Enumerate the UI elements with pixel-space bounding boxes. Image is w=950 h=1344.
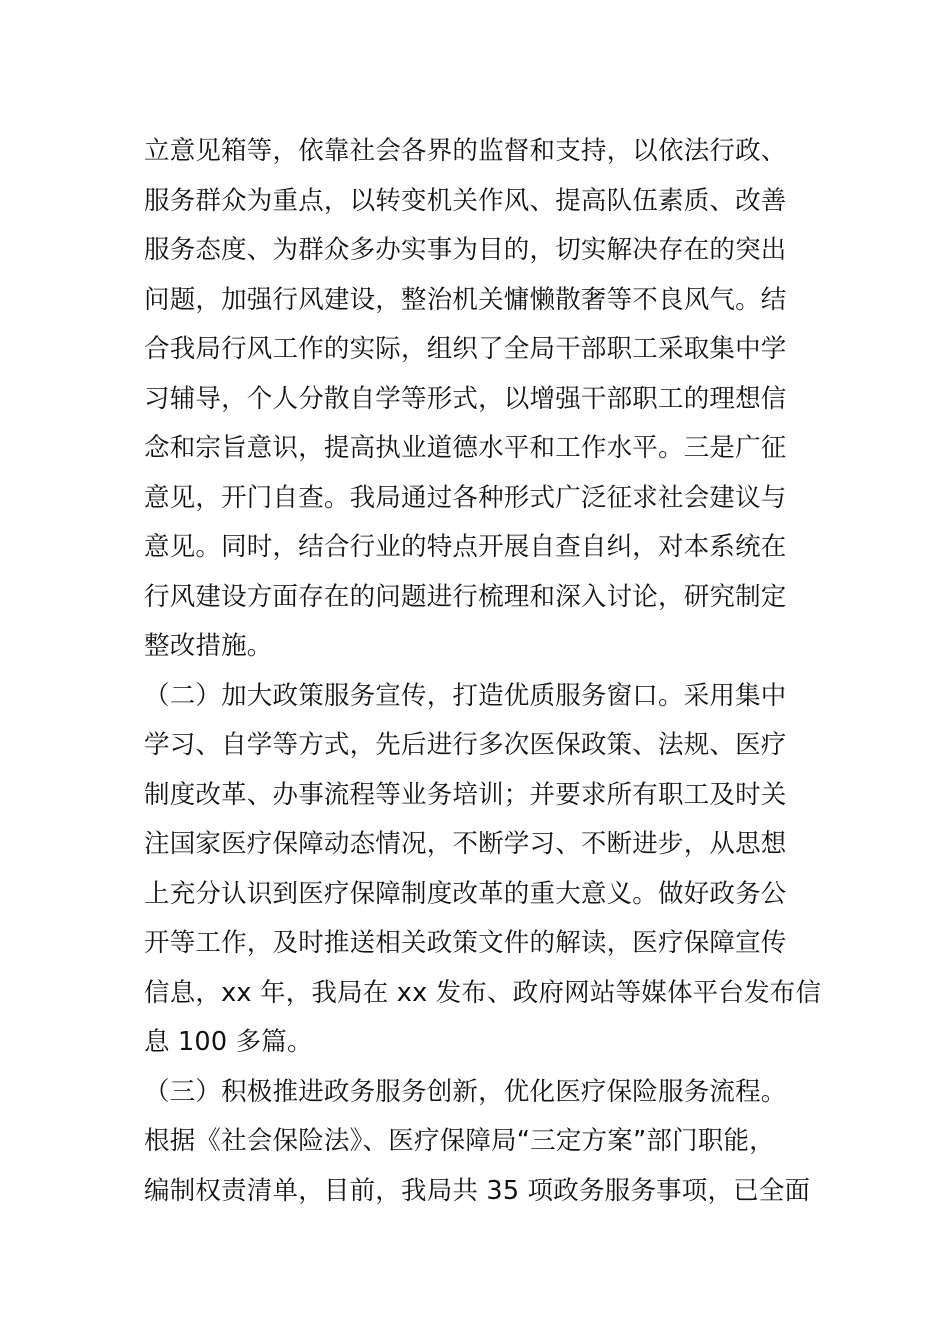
text-line: 注国家医疗保障动态情况，不断学习、不断进步，从思想 bbox=[144, 829, 787, 859]
text-line: 服务群众为重点，以转变机关作风、提高队伍素质、改善 bbox=[144, 186, 787, 216]
text-line: 息 100 多篇。 bbox=[144, 1027, 313, 1057]
text-line: 行风建设方面存在的问题进行梳理和深入讨论，研究制定 bbox=[144, 582, 787, 612]
text-line: （二）加大政策服务宣传，打造优质服务窗口。采用集中 bbox=[144, 681, 787, 711]
text-line: 整改措施。 bbox=[144, 631, 273, 661]
text-line: （三）积极推进政务服务创新，优化医疗保险服务流程。 bbox=[144, 1077, 787, 1107]
text-line: 念和宗旨意识，提高执业道德水平和工作水平。三是广征 bbox=[144, 433, 787, 463]
text-line: 服务态度、为群众多办实事为目的，切实解决存在的突出 bbox=[144, 235, 787, 265]
text-line: 意见。同时，结合行业的特点开展自查自纠，对本系统在 bbox=[144, 532, 787, 562]
text-line: 信息，xx 年，我局在 xx 发布、政府网站等媒体平台发布信 bbox=[144, 978, 822, 1008]
text-line: 学习、自学等方式，先后进行多次医保政策、法规、医疗 bbox=[144, 730, 787, 760]
text-line: 上充分认识到医疗保障制度改革的重大意义。做好政务公 bbox=[144, 879, 787, 909]
text-line: 意见，开门自查。我局通过各种形式广泛征求社会建议与 bbox=[144, 483, 787, 513]
text-line: 合我局行风工作的实际，组织了全局干部职工采取集中学 bbox=[144, 334, 787, 364]
text-line: 制度改革、办事流程等业务培训；并要求所有职工及时关 bbox=[144, 780, 787, 810]
text-line: 习辅导，个人分散自学等形式，以增强干部职工的理想信 bbox=[144, 384, 787, 414]
text-line: 问题，加强行风建设，整治机关慵懒散奢等不良风气。结 bbox=[144, 285, 787, 315]
text-line: 开等工作，及时推送相关政策文件的解读，医疗保障宣传 bbox=[144, 928, 787, 958]
text-line: 立意见箱等，依靠社会各界的监督和支持，以依法行政、 bbox=[144, 136, 787, 166]
text-line: 编制权责清单，目前，我局共 35 项政务服务事项，已全面 bbox=[144, 1176, 811, 1206]
text-line: 根据《社会保险法》、医疗保障局“三定方案”部门职能， bbox=[144, 1126, 775, 1156]
